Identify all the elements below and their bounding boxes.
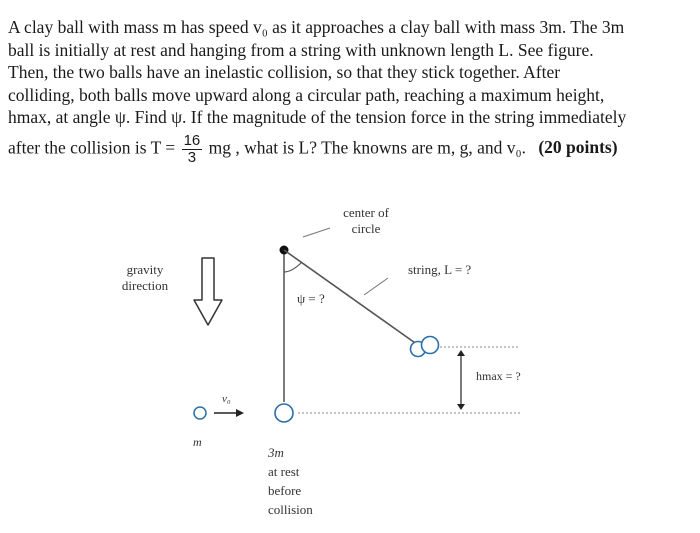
- gravity-direction-label: [110, 262, 180, 294]
- gravity-label-line2: direction: [121, 278, 169, 293]
- gravity-label-line1: gravity: [126, 262, 164, 277]
- velocity-arrow-head: [236, 409, 244, 417]
- problem-line-5: hmax, at angle ψ. Find ψ. If the magnitude of the tension force in the string immediately: [8, 107, 627, 127]
- problem-line-1: A clay ball with mass m has speed v₀ as it approaches a clay ball with mass 3m. The 3m: [8, 17, 625, 37]
- problem-line-2: ball is initially at rest and hanging from a string with unknown length L. See figure.: [8, 39, 594, 60]
- fraction-denominator: 3: [187, 148, 197, 166]
- string-length-label: string, L = ?: [408, 262, 472, 277]
- mass-m-label: m: [193, 435, 202, 449]
- problem-line-3: Then, the two balls have an inelastic collision, so that they stick together. After: [8, 62, 561, 82]
- ball-3m: [275, 404, 293, 422]
- ball-3m-state-2: before: [268, 483, 302, 498]
- gravity-arrow-icon: [194, 258, 222, 325]
- angle-arc: [284, 262, 302, 272]
- tension-prefix: after the collision is T =: [8, 137, 176, 158]
- swung-ball-3m: [422, 337, 439, 354]
- hmax-arrow-down: [457, 404, 465, 410]
- ball-3m-state-3: collision: [268, 502, 313, 517]
- string-pointer-line: [364, 278, 388, 295]
- ball-m: [194, 407, 206, 419]
- ball-3m-state-1: at rest: [268, 464, 300, 479]
- tension-suffix: mg , what is L? The knowns are m, g, and v₀.: [208, 137, 526, 158]
- angle-psi-label: ψ = ?: [297, 291, 325, 306]
- center-label-line2: circle: [351, 221, 381, 236]
- hmax-arrow-up: [457, 350, 465, 356]
- hmax-label: hmax = ?: [476, 369, 521, 383]
- ball-3m-mass: 3m: [268, 445, 284, 460]
- ball-3m-label: [268, 443, 313, 519]
- problem-line-4: colliding, both balls move upward along a circular path, reaching a maximum height,: [8, 84, 605, 105]
- center-of-circle-label: [336, 205, 396, 237]
- center-pointer-line: [303, 228, 330, 237]
- points-label: (20 points): [538, 137, 618, 158]
- velocity-label: v₀: [222, 393, 231, 405]
- center-label-line1: center of: [343, 205, 389, 220]
- fraction-numerator: 16: [183, 131, 201, 149]
